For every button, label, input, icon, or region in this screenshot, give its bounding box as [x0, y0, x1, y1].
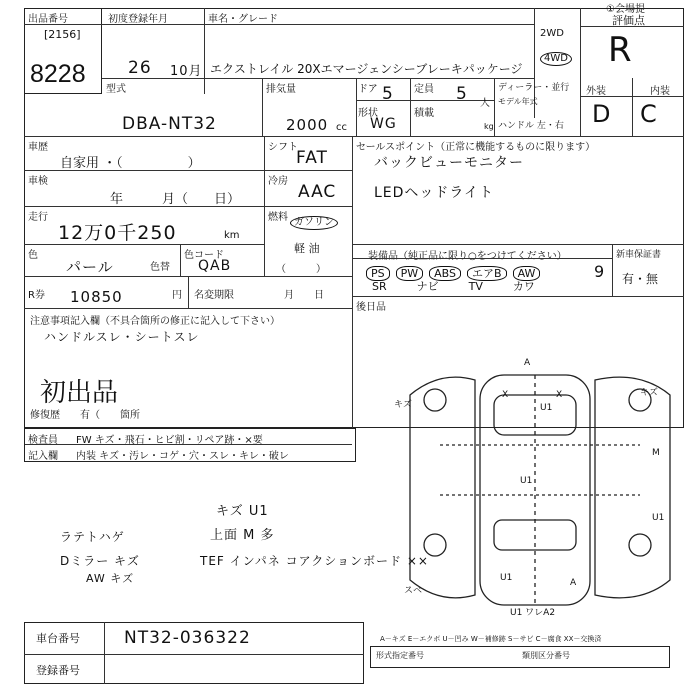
equip-abs: ABS: [429, 266, 461, 281]
model-name-label: 車名・グレード: [208, 14, 278, 25]
shift-label: シフト: [268, 142, 298, 153]
capacity-label: 定員: [414, 84, 434, 95]
mark-a2: A: [570, 578, 577, 588]
shape-label: 形状: [358, 108, 378, 119]
lot-code: [2156]: [44, 28, 81, 41]
equipment-row-2: SR ナビ TV カワ: [372, 280, 535, 293]
color-code: QAB: [198, 258, 232, 274]
legend-2b: 類別区分番号: [522, 651, 570, 660]
mark-u1c: U1: [652, 513, 665, 523]
inspector-row-2: 内装 キズ・汚レ・コゲ・穴・スレ・キレ・破レ: [76, 451, 289, 462]
equipment-handwritten: 9: [594, 262, 606, 281]
disp-unit: cc: [336, 122, 347, 133]
recycle-label: R券: [28, 290, 45, 301]
remark-e: AW キズ: [86, 572, 135, 585]
lot-label: 出品番号: [28, 14, 68, 25]
mark-rear: U1 ワレA2: [510, 608, 556, 618]
shape: WG: [370, 116, 397, 132]
mileage-unit: km: [224, 230, 240, 241]
inspector-row-1: FW キズ・飛石・ヒビ割・リペア跡・×要: [76, 435, 263, 446]
equip-ps: PS: [366, 266, 390, 281]
mark-kizu2: キズ: [640, 388, 658, 398]
warranty-label: 新車保証書: [616, 250, 662, 260]
ext-grade: D: [592, 100, 612, 128]
repair-label: 修復歴 有（ 箇所: [30, 410, 140, 421]
others-label: 後日品: [356, 302, 386, 313]
model-year-label: モデル年式: [498, 97, 538, 106]
model-name: エクストレイル 20Xエマージェンシーブレーキパッケージ: [210, 62, 523, 76]
equip-airbag: エアB: [467, 266, 507, 281]
eval-score: R: [608, 30, 632, 70]
mark-kizu1: キズ: [394, 400, 412, 410]
remark-f: TEF インパネ コアクションボード ××: [200, 554, 429, 568]
fuel-other: （ ）: [276, 264, 326, 275]
mark-x2: X: [556, 390, 563, 400]
drive-2wd: 2WD: [540, 28, 564, 39]
handle-label: ハンドル 左・右: [498, 121, 564, 131]
equipment-label: 装備品（純正品に限り○をつけてください）: [368, 251, 567, 262]
capacity-unit: 人: [480, 98, 490, 109]
nameplate: 月 日: [284, 290, 324, 301]
ac: AAC: [298, 182, 337, 202]
notes-label: 注意事項記入欄（不具合箇所の修正に記入して下さい）: [30, 316, 280, 327]
top-right-note: ①会場提: [606, 4, 645, 15]
chassis-label: 車台番号: [36, 632, 80, 645]
fuel-label: 燃料: [268, 212, 288, 223]
car-cat-label: 車歴: [28, 142, 48, 153]
first-reg-month: 10月: [170, 64, 203, 79]
chassis-number: NT32-036322: [124, 628, 251, 648]
mark-a1: A: [524, 358, 531, 368]
mark-u1b: U1: [520, 476, 533, 486]
legend-1: A－キズ E－エクボ U－凹み W－補修跡 S－サビ C－腐食 XX－交換済: [380, 635, 602, 643]
disp: 2000: [286, 116, 329, 134]
notes-stamp: 初出品: [40, 378, 119, 408]
recycle: 10850: [70, 288, 123, 306]
remark-d: Dミラー キズ: [60, 554, 140, 568]
mileage: 12万0千250: [58, 222, 177, 244]
fuel-diesel: 軽 油: [294, 242, 320, 255]
dealer-label: ディーラー・並行: [498, 83, 570, 93]
door-label: ドア: [358, 84, 378, 95]
int-grade: C: [640, 100, 658, 128]
load-unit: kg: [484, 122, 494, 131]
equip-pw: PW: [396, 266, 424, 281]
mark-x1: X: [502, 390, 509, 400]
int-label: 内装: [650, 86, 670, 97]
record-label: 記入欄: [28, 451, 58, 462]
inspector-label: 検査員: [28, 435, 58, 446]
sales-point-1: バックビューモニター: [374, 155, 524, 171]
type-label: 型式: [106, 84, 126, 95]
warranty: 有・無: [622, 272, 659, 286]
nameplate-label: 名変期限: [194, 290, 234, 301]
type: DBA-NT32: [122, 114, 217, 134]
color-code-label: 色コード: [184, 250, 224, 261]
door: 5: [382, 84, 394, 104]
color: パール: [66, 258, 114, 276]
first-reg-year: 26: [128, 58, 152, 78]
eval-label: 評価点: [612, 14, 645, 27]
reg-label: 登録番号: [36, 664, 80, 677]
remark-b: 上面 M 多: [210, 528, 275, 543]
equip-aw: AW: [513, 266, 541, 281]
disp-label: 排気量: [266, 84, 296, 95]
sales-point-2: LEDヘッドライト: [374, 185, 495, 201]
lot-number: 8228: [30, 60, 86, 88]
mark-u1a: U1: [540, 403, 553, 413]
load-label: 積載: [414, 108, 434, 119]
mileage-label: 走行: [28, 212, 48, 223]
car-cat: 自家用 ・（ ）: [60, 156, 201, 171]
shift: FAT: [296, 148, 328, 168]
drive-4wd: 4WD: [540, 52, 572, 66]
remark-c: ラテトハゲ: [60, 530, 125, 544]
legend-2a: 形式指定番号: [376, 651, 424, 660]
inspection: 年 月（ 日）: [110, 192, 241, 207]
sales-points-label: セールスポイント（正常に機能するものに限ります）: [356, 142, 596, 153]
mark-sube: スベ: [404, 586, 423, 596]
color-label: 色: [28, 250, 38, 261]
recycle-unit: 円: [172, 290, 182, 301]
mark-u1d: U1: [500, 573, 513, 583]
capacity: 5: [456, 84, 468, 104]
ac-label: 冷房: [268, 176, 288, 187]
first-reg-label: 初度登録年月: [108, 14, 168, 25]
car-damage-diagram: [390, 355, 690, 620]
ext-label: 外装: [586, 86, 606, 97]
fuel-gas: ガソリン: [290, 216, 338, 230]
remark-a: キズ U1: [216, 504, 269, 519]
repaint-label: 色替: [150, 262, 170, 273]
mark-m: M: [652, 448, 660, 458]
inspection-label: 車検: [28, 176, 48, 187]
notes-line-1: ハンドルスレ・シートスレ: [44, 330, 200, 344]
